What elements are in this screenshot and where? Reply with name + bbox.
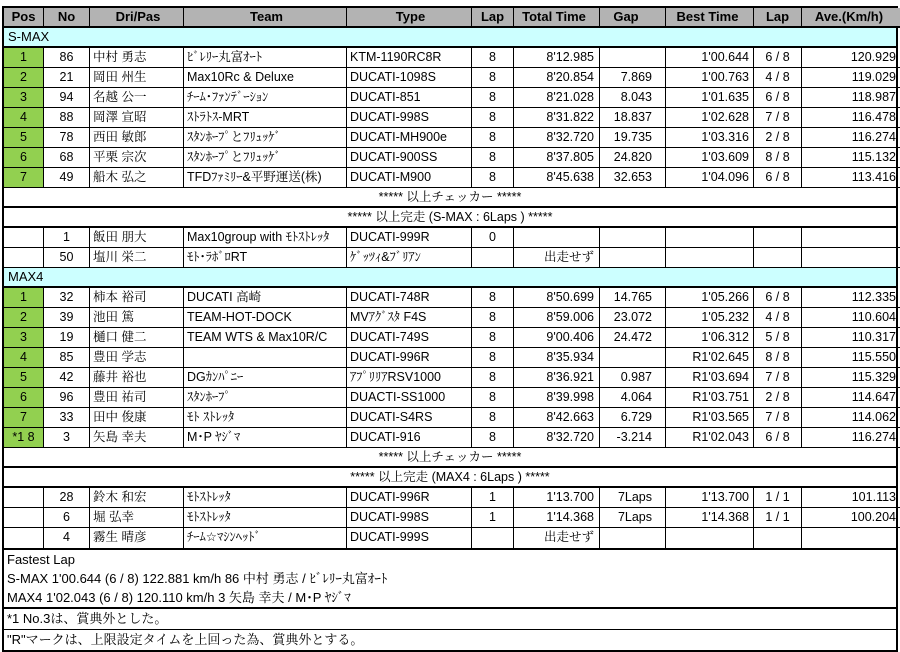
class-section-row: [4, 28, 896, 48]
cell-machine: DUCATI-S4RS: [347, 408, 472, 428]
cell-team: ﾓﾄ ｽﾄﾚｯﾀ: [184, 408, 347, 428]
cell-gap: [600, 228, 666, 248]
cell-best-time: 1'05.266: [666, 288, 754, 308]
cell-laps: 0: [472, 228, 514, 248]
cell-position: 3: [4, 328, 44, 348]
cell-number: 39: [44, 308, 90, 328]
cell-position: 2: [4, 308, 44, 328]
cell-driver: 矢島 幸夫: [90, 428, 184, 448]
cell-best-lap: 8 / 8: [754, 148, 802, 168]
cell-driver: 藤井 裕也: [90, 368, 184, 388]
fastest-lap-box: [2, 550, 898, 609]
cell-driver: 岡澤 宣昭: [90, 108, 184, 128]
cell-team: TEAM-HOT-DOCK: [184, 308, 347, 328]
cell-gap: [600, 528, 666, 548]
cell-average-speed: [802, 248, 900, 268]
cell-best-lap: 7 / 8: [754, 368, 802, 388]
cell-best-time: 1'13.700: [666, 488, 754, 508]
cell-machine: DUCATI-748R: [347, 288, 472, 308]
cell-team: ﾓﾄｽﾄﾚｯﾀ: [184, 488, 347, 508]
cell-total-time: 8'21.028: [514, 88, 600, 108]
cell-position: [4, 508, 44, 528]
cell-average-speed: 116.274: [802, 428, 900, 448]
cell-gap: 24.472: [600, 328, 666, 348]
cell-number: 50: [44, 248, 90, 268]
cell-position: 5: [4, 368, 44, 388]
cell-number: 49: [44, 168, 90, 188]
cell-driver: 岡田 州生: [90, 68, 184, 88]
results-table: [2, 6, 898, 550]
cell-best-lap: 6 / 8: [754, 168, 802, 188]
cell-best-time: [666, 228, 754, 248]
cell-gap: 18.837: [600, 108, 666, 128]
cell-number: 33: [44, 408, 90, 428]
cell-total-time: [514, 228, 600, 248]
cell-average-speed: 110.604: [802, 308, 900, 328]
cell-gap: 8.043: [600, 88, 666, 108]
column-header-total-time: Total Time: [514, 8, 600, 28]
cell-position: 6: [4, 148, 44, 168]
cell-number: 4: [44, 528, 90, 548]
cell-driver: 霧生 晴彦: [90, 528, 184, 548]
cell-number: 28: [44, 488, 90, 508]
cell-gap: 14.765: [600, 288, 666, 308]
cell-average-speed: 110.317: [802, 328, 900, 348]
cell-total-time: 8'42.663: [514, 408, 600, 428]
message-text: ***** 以上チェッカー *****: [4, 448, 896, 468]
cell-team: TEAM WTS & Max10R/C: [184, 328, 347, 348]
result-row: [4, 308, 896, 328]
cell-total-time: 8'20.854: [514, 68, 600, 88]
cell-team: DGｶﾝﾊﾟﾆｰ: [184, 368, 347, 388]
cell-best-lap: 6 / 8: [754, 288, 802, 308]
cell-gap: 23.072: [600, 308, 666, 328]
cell-laps: 8: [472, 408, 514, 428]
cell-position: [4, 248, 44, 268]
cell-team: DUCATI 高崎: [184, 288, 347, 308]
cell-total-time: 8'45.638: [514, 168, 600, 188]
cell-driver: 田中 俊康: [90, 408, 184, 428]
result-row: [4, 528, 896, 548]
cell-driver: 鈴木 和宏: [90, 488, 184, 508]
result-row: [4, 168, 896, 188]
cell-driver: 船木 弘之: [90, 168, 184, 188]
cell-number: 78: [44, 128, 90, 148]
class-label: MAX4: [4, 268, 896, 288]
cell-number: 1: [44, 228, 90, 248]
cell-best-lap: 4 / 8: [754, 308, 802, 328]
cell-team: ｽﾀﾝﾎｰﾌﾟ: [184, 388, 347, 408]
cell-team: M･P ﾔｼﾞﾏ: [184, 428, 347, 448]
cell-best-time: 1'03.316: [666, 128, 754, 148]
message-text: ***** 以上チェッカー *****: [4, 188, 896, 208]
cell-driver: 池田 篤: [90, 308, 184, 328]
cell-gap: 6.729: [600, 408, 666, 428]
cell-average-speed: 100.204: [802, 508, 900, 528]
column-header-best-lap: Lap: [754, 8, 802, 28]
cell-total-time: 9'00.406: [514, 328, 600, 348]
cell-number: 88: [44, 108, 90, 128]
column-header-machine: Type: [347, 8, 472, 28]
cell-total-time: 8'39.998: [514, 388, 600, 408]
cell-total-time: 8'35.934: [514, 348, 600, 368]
cell-position: 1: [4, 288, 44, 308]
cell-average-speed: 115.132: [802, 148, 900, 168]
column-header-driver: Dri/Pas: [90, 8, 184, 28]
fastest-lap-max4: MAX4 1'02.043 (6 / 8) 120.110 km/h 3 矢島 幸夫 / M･P ﾔｼﾞﾏ: [7, 590, 351, 605]
cell-best-time: 1'04.096: [666, 168, 754, 188]
cell-laps: 8: [472, 368, 514, 388]
cell-best-time: R1'02.645: [666, 348, 754, 368]
cell-machine: ｹﾞｯﾂｨ&ﾌﾞﾘｱﾝ: [347, 248, 472, 268]
column-header-best-time: Best Time: [666, 8, 754, 28]
cell-laps: [472, 528, 514, 548]
column-header-position: Pos: [4, 8, 44, 28]
message-row: [4, 448, 896, 468]
cell-gap: [600, 348, 666, 368]
result-row: [4, 428, 896, 448]
cell-position: 6: [4, 388, 44, 408]
cell-total-time: 8'59.006: [514, 308, 600, 328]
cell-total-time: 8'50.699: [514, 288, 600, 308]
column-header-gap: Gap: [600, 8, 666, 28]
cell-machine: DUCATI-749S: [347, 328, 472, 348]
column-header-number: No: [44, 8, 90, 28]
cell-machine: DUACTI-SS1000: [347, 388, 472, 408]
cell-gap: 7Laps: [600, 488, 666, 508]
table-header-row: [4, 8, 896, 28]
result-row: [4, 348, 896, 368]
cell-average-speed: 115.550: [802, 348, 900, 368]
cell-best-lap: 6 / 8: [754, 88, 802, 108]
notes-box: [2, 609, 898, 652]
cell-number: 21: [44, 68, 90, 88]
cell-best-time: R1'03.565: [666, 408, 754, 428]
cell-laps: 8: [472, 288, 514, 308]
cell-total-time: 8'36.921: [514, 368, 600, 388]
cell-team: ｽﾀﾝﾎｰﾌﾟとﾌﾘｭｯｹﾞ: [184, 128, 347, 148]
result-row: [4, 508, 896, 528]
cell-average-speed: 101.113: [802, 488, 900, 508]
cell-gap: 7.869: [600, 68, 666, 88]
cell-driver: 堀 弘幸: [90, 508, 184, 528]
cell-average-speed: 114.647: [802, 388, 900, 408]
cell-team: ﾓﾄ･ﾗﾎﾞﾛRT: [184, 248, 347, 268]
cell-laps: 8: [472, 48, 514, 68]
result-row: [4, 148, 896, 168]
cell-laps: 8: [472, 108, 514, 128]
result-row: [4, 48, 896, 68]
cell-laps: 1: [472, 508, 514, 528]
cell-number: 94: [44, 88, 90, 108]
cell-laps: 8: [472, 128, 514, 148]
class-label: S-MAX: [4, 28, 896, 48]
cell-number: 6: [44, 508, 90, 528]
cell-position: 5: [4, 128, 44, 148]
cell-total-time: 8'37.805: [514, 148, 600, 168]
cell-total-time: 出走せず: [514, 528, 600, 548]
cell-average-speed: 113.416: [802, 168, 900, 188]
cell-best-time: [666, 528, 754, 548]
cell-number: 96: [44, 388, 90, 408]
class-section-row: [4, 268, 896, 288]
cell-best-lap: 4 / 8: [754, 68, 802, 88]
cell-laps: [472, 248, 514, 268]
cell-gap: -3.214: [600, 428, 666, 448]
cell-average-speed: [802, 528, 900, 548]
cell-laps: 8: [472, 428, 514, 448]
result-row: [4, 328, 896, 348]
cell-driver: 樋口 健二: [90, 328, 184, 348]
cell-laps: 8: [472, 308, 514, 328]
cell-gap: 19.735: [600, 128, 666, 148]
cell-machine: DUCATI-998S: [347, 108, 472, 128]
cell-team: ｽﾄﾗﾄｽ-MRT: [184, 108, 347, 128]
cell-team: ｽﾀﾝﾎｰﾌﾟとﾌﾘｭｯｹﾞ: [184, 148, 347, 168]
cell-number: 19: [44, 328, 90, 348]
cell-machine: DUCATI-900SS: [347, 148, 472, 168]
cell-best-lap: 8 / 8: [754, 348, 802, 368]
cell-average-speed: 116.478: [802, 108, 900, 128]
cell-number: 42: [44, 368, 90, 388]
cell-gap: [600, 48, 666, 68]
column-header-average-speed: Ave.(Km/h): [802, 8, 900, 28]
cell-number: 68: [44, 148, 90, 168]
cell-best-lap: [754, 528, 802, 548]
cell-best-lap: 7 / 8: [754, 108, 802, 128]
cell-best-lap: 6 / 8: [754, 48, 802, 68]
cell-machine: DUCATI-851: [347, 88, 472, 108]
cell-best-lap: 5 / 8: [754, 328, 802, 348]
cell-gap: [600, 248, 666, 268]
cell-driver: 豊田 祐司: [90, 388, 184, 408]
cell-machine: DUCATI-996R: [347, 348, 472, 368]
cell-laps: 1: [472, 488, 514, 508]
message-row: [4, 468, 896, 488]
cell-position: 7: [4, 168, 44, 188]
cell-driver: 西田 敏郎: [90, 128, 184, 148]
result-row: [4, 128, 896, 148]
cell-machine: DUCATI-998S: [347, 508, 472, 528]
cell-number: 85: [44, 348, 90, 368]
cell-number: 32: [44, 288, 90, 308]
result-row: [4, 408, 896, 428]
cell-total-time: 8'32.720: [514, 128, 600, 148]
cell-driver: 名越 公一: [90, 88, 184, 108]
cell-average-speed: 114.062: [802, 408, 900, 428]
column-header-laps: Lap: [472, 8, 514, 28]
cell-best-time: 1'01.635: [666, 88, 754, 108]
message-row: [4, 208, 896, 228]
result-row: [4, 288, 896, 308]
cell-average-speed: 115.329: [802, 368, 900, 388]
cell-position: 1: [4, 48, 44, 68]
cell-team: ﾋﾞﾚﾘｰ丸富ｵｰﾄ: [184, 48, 347, 68]
cell-team: TFDﾌｧﾐﾘｰ&平野運送(株): [184, 168, 347, 188]
cell-laps: 8: [472, 388, 514, 408]
cell-position: [4, 528, 44, 548]
cell-machine: DUCATI-916: [347, 428, 472, 448]
message-text: ***** 以上完走 (S-MAX : 6Laps ) *****: [4, 208, 896, 228]
message-row: [4, 188, 896, 208]
cell-laps: 8: [472, 148, 514, 168]
cell-best-lap: 7 / 8: [754, 408, 802, 428]
cell-position: 7: [4, 408, 44, 428]
cell-laps: 8: [472, 68, 514, 88]
cell-total-time: 出走せず: [514, 248, 600, 268]
cell-position: 3: [4, 88, 44, 108]
fastest-lap-smax: S-MAX 1'00.644 (6 / 8) 122.881 km/h 86 中村 勇志 / ﾋﾞﾚﾘｰ丸富ｵｰﾄ: [7, 571, 388, 586]
cell-total-time: 8'32.720: [514, 428, 600, 448]
cell-best-time: [666, 248, 754, 268]
cell-average-speed: 119.029: [802, 68, 900, 88]
cell-best-time: 1'06.312: [666, 328, 754, 348]
cell-gap: 24.820: [600, 148, 666, 168]
cell-laps: 8: [472, 168, 514, 188]
cell-total-time: 1'13.700: [514, 488, 600, 508]
cell-machine: MVｱｸﾞｽﾀ F4S: [347, 308, 472, 328]
cell-laps: 8: [472, 348, 514, 368]
cell-best-lap: 1 / 1: [754, 508, 802, 528]
cell-total-time: 8'12.985: [514, 48, 600, 68]
cell-best-lap: 1 / 1: [754, 488, 802, 508]
cell-team: ﾁｰﾑ･ﾌｧﾝﾃﾞｰｼｮﾝ: [184, 88, 347, 108]
cell-driver: 飯田 朋大: [90, 228, 184, 248]
cell-driver: 塩川 栄二: [90, 248, 184, 268]
result-row: [4, 488, 896, 508]
cell-best-time: 1'05.232: [666, 308, 754, 328]
cell-machine: DUCATI-M900: [347, 168, 472, 188]
cell-number: 3: [44, 428, 90, 448]
cell-total-time: 8'31.822: [514, 108, 600, 128]
column-header-team: Team: [184, 8, 347, 28]
cell-best-time: R1'03.751: [666, 388, 754, 408]
cell-position: [4, 228, 44, 248]
cell-position: *1 8: [4, 428, 44, 448]
cell-machine: DUCATI-999R: [347, 228, 472, 248]
result-row: [4, 368, 896, 388]
message-text: ***** 以上完走 (MAX4 : 6Laps ) *****: [4, 468, 896, 488]
cell-best-lap: 2 / 8: [754, 388, 802, 408]
cell-position: [4, 488, 44, 508]
cell-machine: DUCATI-999S: [347, 528, 472, 548]
cell-average-speed: [802, 228, 900, 248]
cell-team: Max10Rc & Deluxe: [184, 68, 347, 88]
cell-best-lap: 2 / 8: [754, 128, 802, 148]
cell-best-lap: [754, 248, 802, 268]
cell-best-time: 1'14.368: [666, 508, 754, 528]
cell-best-time: 1'00.763: [666, 68, 754, 88]
cell-team: [184, 348, 347, 368]
cell-gap: 32.653: [600, 168, 666, 188]
cell-number: 86: [44, 48, 90, 68]
cell-best-time: 1'00.644: [666, 48, 754, 68]
result-row: [4, 68, 896, 88]
cell-average-speed: 120.929: [802, 48, 900, 68]
note-r-mark: "R"マークは、上限設定タイムを上回った為、賞典外とする。: [7, 632, 364, 647]
cell-average-speed: 116.274: [802, 128, 900, 148]
cell-gap: 4.064: [600, 388, 666, 408]
cell-machine: ｱﾌﾟﾘﾘｱRSV1000: [347, 368, 472, 388]
cell-team: Max10group with ﾓﾄｽﾄﾚｯﾀ: [184, 228, 347, 248]
cell-driver: 豊田 学志: [90, 348, 184, 368]
cell-position: 2: [4, 68, 44, 88]
cell-machine: DUCATI-1098S: [347, 68, 472, 88]
note-exclusion: *1 No.3は、賞典外とした。: [4, 609, 896, 630]
cell-laps: 8: [472, 328, 514, 348]
cell-team: ﾓﾄｽﾄﾚｯﾀ: [184, 508, 347, 528]
cell-laps: 8: [472, 88, 514, 108]
results-sheet: [2, 0, 898, 652]
fastest-lap-title: Fastest Lap: [7, 552, 75, 567]
cell-gap: 0.987: [600, 368, 666, 388]
cell-average-speed: 112.335: [802, 288, 900, 308]
cell-driver: 柿本 裕司: [90, 288, 184, 308]
result-row: [4, 248, 896, 268]
cell-position: 4: [4, 108, 44, 128]
cell-gap: 7Laps: [600, 508, 666, 528]
cell-machine: DUCATI-MH900e: [347, 128, 472, 148]
result-row: [4, 228, 896, 248]
result-row: [4, 88, 896, 108]
cell-machine: DUCATI-996R: [347, 488, 472, 508]
cell-best-time: R1'03.694: [666, 368, 754, 388]
cell-team: ﾁｰﾑ☆ﾏｼﾝﾍｯﾄﾞ: [184, 528, 347, 548]
result-row: [4, 388, 896, 408]
cell-best-time: 1'03.609: [666, 148, 754, 168]
cell-best-time: R1'02.043: [666, 428, 754, 448]
cell-best-lap: 6 / 8: [754, 428, 802, 448]
cell-driver: 平栗 宗次: [90, 148, 184, 168]
cell-driver: 中村 勇志: [90, 48, 184, 68]
cell-position: 4: [4, 348, 44, 368]
result-row: [4, 108, 896, 128]
cell-best-time: 1'02.628: [666, 108, 754, 128]
cell-best-lap: [754, 228, 802, 248]
cell-average-speed: 118.987: [802, 88, 900, 108]
cell-machine: KTM-1190RC8R: [347, 48, 472, 68]
cell-total-time: 1'14.368: [514, 508, 600, 528]
